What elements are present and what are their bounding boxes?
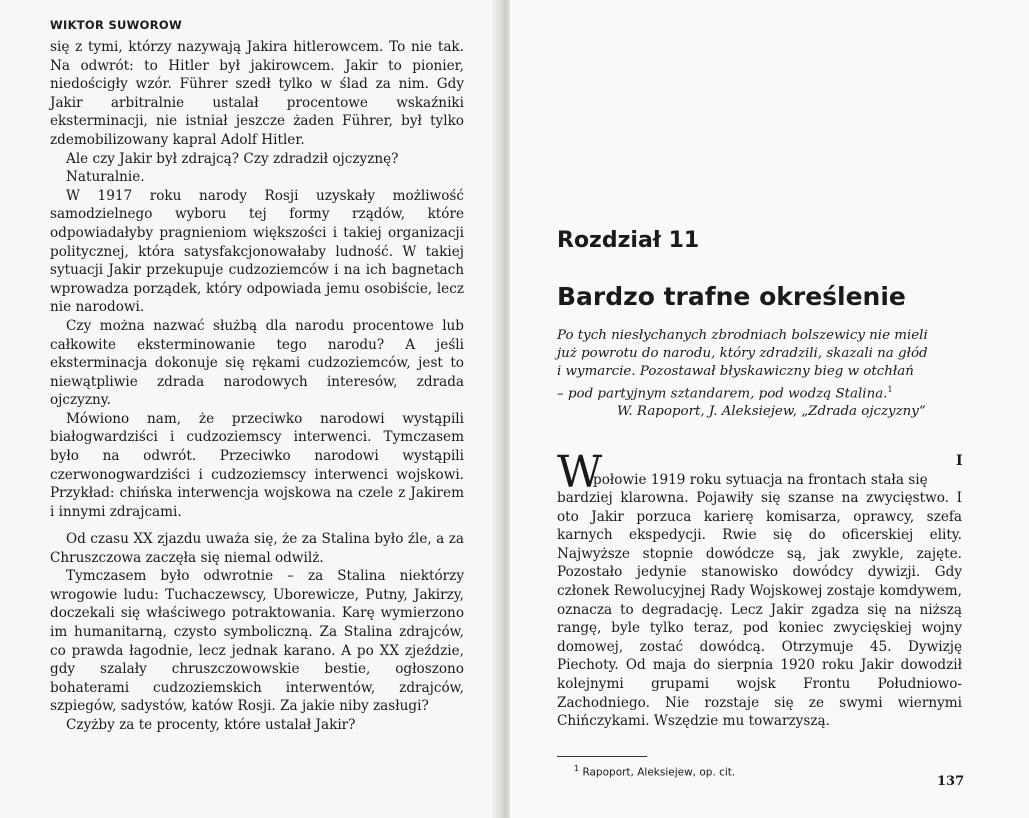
- paragraph: połowie 1919 roku sytuacja na frontach stała się: [593, 472, 928, 488]
- epigraph-line: już powrotu do narodu, który zdradzili, skazali na głód: [557, 346, 928, 361]
- paragraph: Ale czy Jakir był zdrajcą? Czy zdradził ojczyznę?: [66, 150, 399, 167]
- chapter-label: Rozdział 11: [557, 228, 700, 253]
- epigraph-line: – pod partyjnym sztandarem, pod wodzą Stalina.: [557, 386, 888, 402]
- epigraph-attribution: W. Rapoport, J. Aleksiejew, „Zdrada ojczyzny”: [617, 404, 926, 420]
- body-text: [557, 489, 962, 731]
- left-text-block-1: [50, 38, 464, 521]
- epigraph-line-last: [557, 381, 962, 403]
- paragraph: Naturalnie.: [66, 169, 145, 186]
- footnote-mark: 1: [887, 385, 893, 394]
- paragraph: W 1917 roku narody Rosji uzyskały możliwość samodzielnego wyboru tej formy rządów, które odpowiadałyby pragnieniom większości i takiej organizacji politycznej, która satysfakcjonowałaby ludność. W takiej sytuacji Jakir przekupuje cudzoziemców i na ich bagnetach wprowadza porządek, który odpowiada jemu osobiście, lecz nie narodowi.: [50, 187, 464, 316]
- left-page: [0, 0, 498, 818]
- section-number: I: [956, 453, 963, 469]
- paragraph: Czyżby za te procenty, które ustalał Jakir?: [66, 716, 356, 733]
- paragraph: bardziej klarowna. Pojawiły się szanse na zwycięstwo. I oto Jakir porzuca karierę komisarza, oprawcy, szefa karnych ekspedycji. Rwie się do oficerskiej elity. Najwyższe stopnie dowódcze są, jak zwykle, zajęte. Pozostało jedynie stanowisko dowódcy dywizji. Gdy członek Rewolucyjnej Rady Wojskowej zostaje komdywem, oznacza to degradację. Lecz Jakir zgadza się na niższą rangę, byle tylko teraz, pod koniec zwycięskiej wojny domowej, zostać dowódcą. Otrzymuje 45. Dywizję Piechoty. Od maja do sierpnia 1920 roku Jakir dowodził kolejnymi grupami wojsk Frontu Południowo-Zachodniego. Nie rozstaje się ze swymi wiernymi Chińczykami. Wszędzie mu towarzyszą.: [557, 490, 962, 730]
- running-header: WIKTOR SUWOROW: [50, 18, 182, 32]
- paragraph: Czy można nazwać służbą dla narodu procentowe lub całkowite eksterminowanie tego narodu? A jeśli eksterminacja dokonuje się rękami cudzoziemców, jest to niewątpliwie zdrada narodowych interesów, zdrada ojczyzny.: [50, 317, 464, 409]
- body-first-line: [593, 471, 962, 490]
- page-number: 137: [937, 774, 965, 789]
- drop-cap: W: [557, 447, 603, 498]
- footnote-text: Rapoport, Aleksiejew, op. cit.: [582, 766, 736, 779]
- paragraph: Mówiono nam, że przeciwko narodowi wystąpili białogwardziści i cudzoziemscy interwenci. Tymczasem było na odwrót. Przeciwko narodowi wystąpili czerwonogwardziści i cudzoziemscy interwenci wojskowi. Przykład: chińska interwencja wojskowa na czele z Jakirem i innymi zdrajcami.: [50, 410, 464, 520]
- paragraph: Od czasu XX zjazdu uważa się, że za Stalina było źle, a za Chruszczowa zaczęła się niemal odwilż.: [50, 531, 464, 566]
- footnote-rule: [557, 756, 647, 757]
- footnote-mark: 1: [574, 764, 580, 773]
- epigraph-line: Po tych niesłychanych zbrodniach bolszewicy nie mieli: [557, 328, 928, 343]
- epigraph: [557, 327, 962, 421]
- paragraph: Tymczasem było odwrotnie – za Stalina niektórzy wrogowie ludu: Tuchaczewscy, Uborewicze, Putny, Jakirzy, doczekali się właściwego potraktowania. Karę wymierzono im humanitarną, czysto symboliczną. Za Stalina zdrajców, co prawda łagodnie, lecz jednak karano. A po XX zjeździe, gdy szalały chruszczowowskie bestie, ogłoszono bohaterami cudzoziemskich interwentów, zdrajców, szpiegów, sadystów, katów Rosji. Za jakie niby zasługi?: [50, 568, 464, 715]
- footnote: [574, 764, 735, 779]
- epigraph-line: i wymarcie. Pozostawał błyskawiczny bieg w otchłań: [557, 364, 914, 379]
- left-text-block-2: [50, 530, 464, 735]
- chapter-title: Bardzo trafne określenie: [557, 282, 906, 311]
- paragraph: się z tymi, którzy nazywają Jakira hitlerowcem. To nie tak. Na odwrót: to Hitler był jakirowcem. Jakir to pionier, niedościgły wzór. Führer szedł tylko w ślad za nim. Gdy Jakir arbitralnie ustalał procentowe wskaźniki eksterminacji, nie istniał jeszcze żaden Führer, był tylko zdemobilizowany kapral Adolf Hitler.: [50, 39, 464, 148]
